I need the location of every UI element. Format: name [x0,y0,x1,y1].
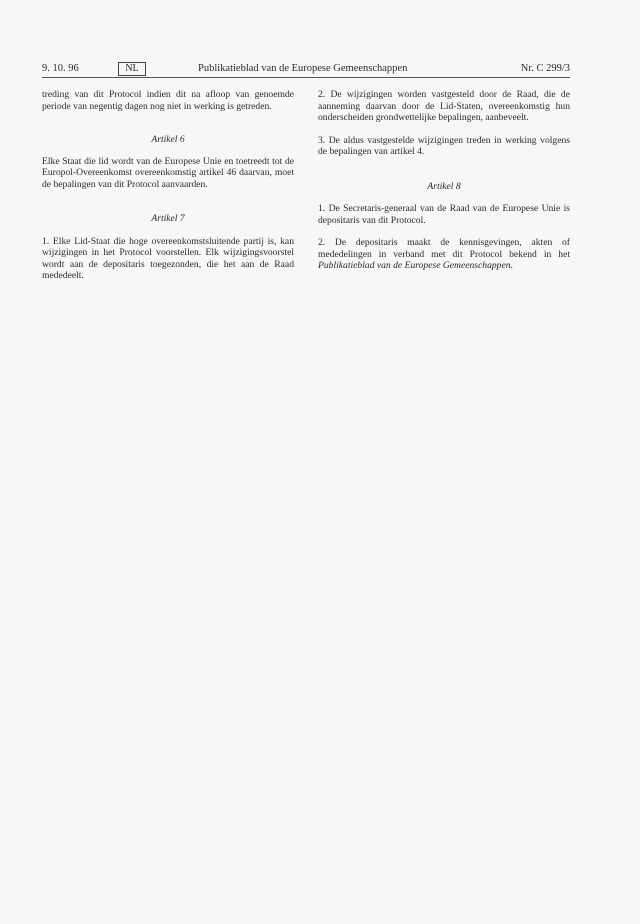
journal-reference: Publikatieblad van de Europese Gemeenschappen [318,260,511,271]
right-column [318,89,570,272]
article-6-text: Elke Staat die lid wordt van de Europese Unie en toetreedt tot de Europol-Overeenkomst overeenkomstig artikel 46 daarvan, moet de bepalingen van dit Protocol aanvaarden. [42,155,294,190]
article-7-paragraph-1: 1. Elke Lid-Staat die hoge overeenkomstsluitende partij is, kan wijzigingen in het Protocol voorstellen. Elk wijzigingsvoorstel wordt aan de depositaris toegezonden, die het aan de Raad mededeelt. [42,235,294,281]
publication-date: 9. 10. 96 [42,63,79,74]
article-8-heading: Artikel 8 [427,180,461,192]
article-7-paragraph-3: 3. De aldus vastgestelde wijzigingen treden in werking volgens de bepalingen van artikel 4. [318,134,570,157]
article-8-paragraph-2-end: . [510,260,513,271]
article-7-heading: Artikel 7 [151,213,185,224]
article-8-paragraph-1: 1. De Secretaris-generaal van de Raad van de Europese Unie is depositaris van dit Protocol. [318,203,570,226]
article-8-paragraph-2-text: 2. De depositaris maakt de kennisgevingen, akten of mededelingen in verband met dit Protocol bekend in het [318,237,570,260]
article-6-heading: Artikel 6 [151,134,185,145]
header-rule [42,77,570,78]
issue-reference: Nr. C 299/3 [520,63,570,74]
article-7-paragraph-2: 2. De wijzigingen worden vastgesteld door de Raad, die de aanneming daarvan door de Lid-Staten, overeenkomstig hun onderscheiden grondwettelijke bepalingen, aanbeveelt. [318,89,570,123]
page-header [42,62,570,78]
intro-paragraph: treding van dit Protocol indien dit na afloop van genoemde periode van negentig dagen nog niet in werking is getreden. [42,89,294,112]
journal-title: Publikatieblad van de Europese Gemeenschappen [198,63,408,74]
left-column [42,89,294,282]
article-8-paragraph-2 [318,237,570,272]
language-box: NL [118,62,146,76]
